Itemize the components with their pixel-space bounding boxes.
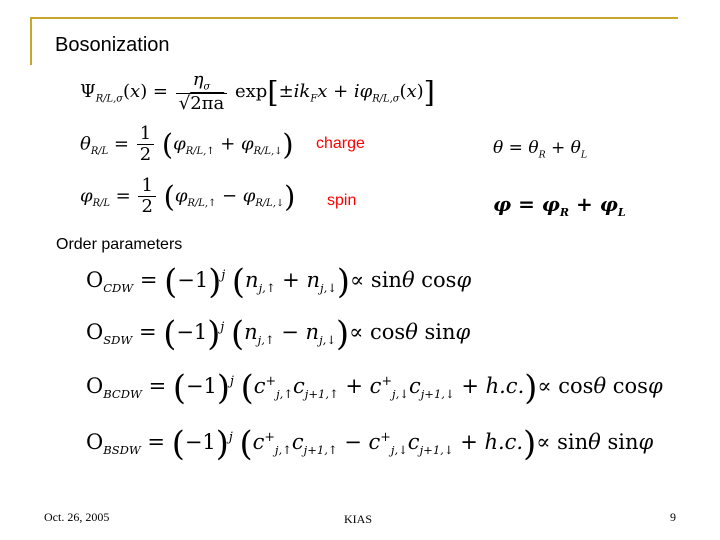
equation-theta-rl: $\theta_{R/L}$ = $\frac{1}{2}$ $(\varphi_{R/L,↑} + \varphi_{R/L,↓})$ (80, 123, 294, 165)
equation-psi: $\Psi_{R/L,\sigma}(x)$ = $\frac{\eta_\sigma}{√2\pi a}$ $\exp[\pm ik_Fx + i\varphi_{R/L,\sigma}(x)]$ (80, 69, 435, 115)
equation-phi-sum: $\varphi = \varphi_R + \varphi_L$ (493, 192, 626, 219)
footer-date: Oct. 26, 2005 (44, 510, 110, 524)
spin-label: spin (327, 192, 357, 209)
charge-label: charge (316, 135, 365, 152)
equation-o-bcdw: $O_{BCDW} = (-1)^j$ $(c^+_{j,↑}c_{j+1,↑} + c^+_{j,↓}c_{j+1,↓} + h.c.)\propto \cos\theta$ cosφ (86, 368, 663, 407)
equation-theta-sum: $\theta = \theta_R + \theta_L$ (493, 138, 588, 161)
title-frame-left-line (30, 17, 32, 65)
equation-o-bsdw: $O_{BSDW} = (-1)^j$ $(c^+_{j,↑}c_{j+1,↑} - c^+_{j,↓}c_{j+1,↓} + h.c.)\propto \sin\theta$ sinφ (86, 424, 654, 463)
slide-title: Bosonization (55, 34, 170, 56)
footer-page-number: 9 (670, 510, 676, 524)
title-frame-top-line (30, 17, 678, 19)
equation-o-sdw: $O_{SDW} = (-1)^j$ $(n_{j,↑} - n_{j,↓})\propto \cos\theta$ sinφ (86, 314, 471, 353)
equation-phi-rl: $\varphi_{R/L}$ = $\frac{1}{2}$ $(\varphi_{R/L,↑} - \varphi_{R/L,↓})$ (80, 175, 296, 217)
order-parameters-label: Order parameters (56, 236, 183, 253)
equation-o-cdw: $O_{CDW} = (-1)^j$ $(n_{j,↑} + n_{j,↓})\propto \sin\theta$ cosφ (86, 262, 472, 301)
footer-center: KIAS (344, 512, 373, 526)
